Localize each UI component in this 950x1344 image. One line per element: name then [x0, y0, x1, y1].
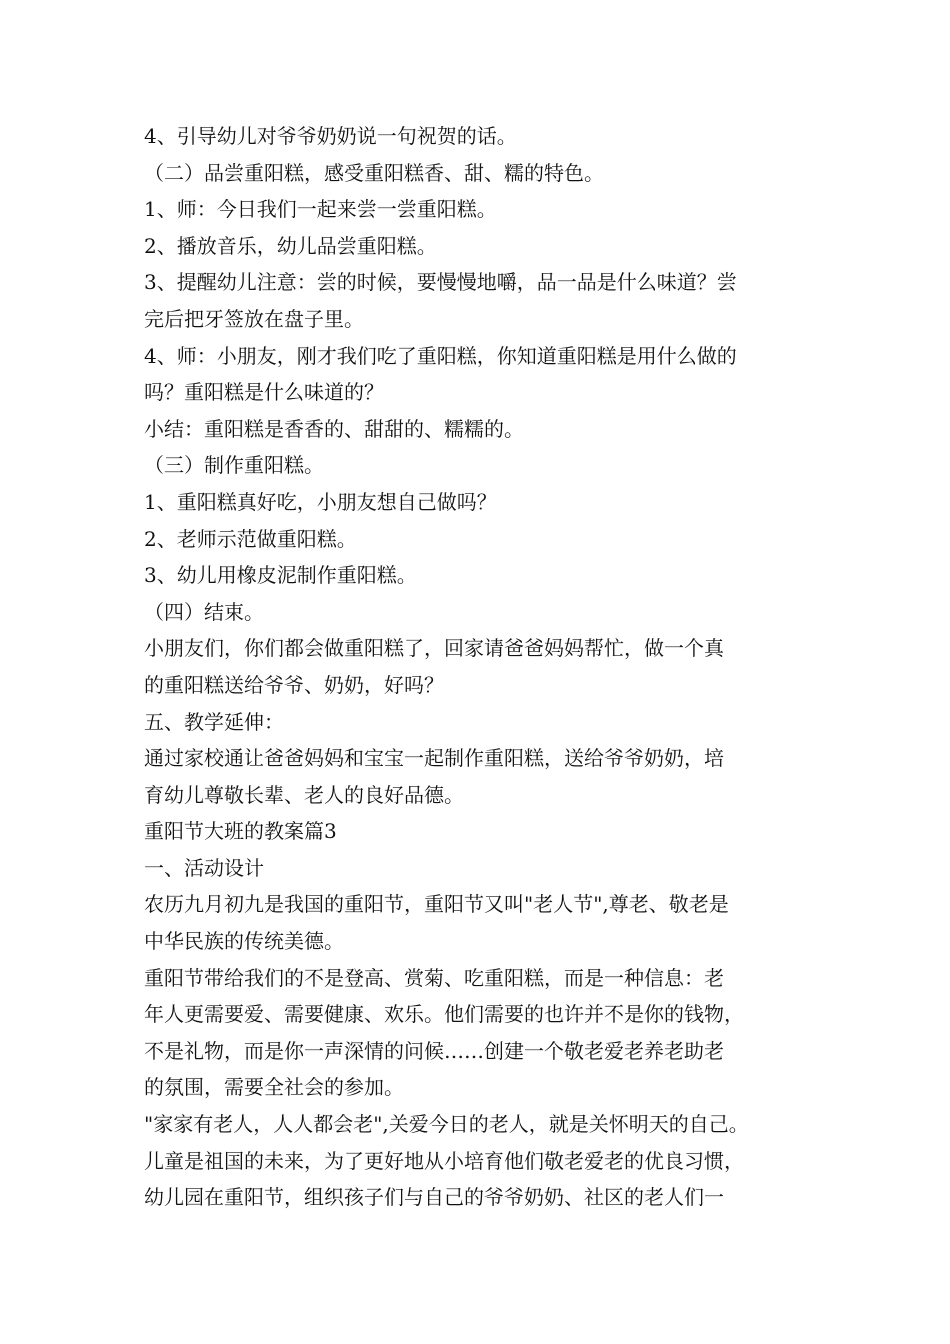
text-line: 小结：重阳糕是香香的、甜甜的、糯糯的。	[144, 416, 524, 441]
text-line: 育幼儿尊敬长辈、老人的良好品德。	[144, 782, 464, 807]
text-line: 的重阳糕送给爷爷、奶奶，好吗？	[144, 672, 444, 697]
text-line: 小朋友们，你们都会做重阳糕了，回家请爸爸妈妈帮忙，做一个真	[144, 636, 724, 661]
text-line: 1、重阳糕真好吃，小朋友想自己做吗？	[144, 489, 497, 514]
text-line: 2、播放音乐，幼儿品尝重阳糕。	[144, 233, 437, 258]
text-line: "家家有老人，人人都会老",关爱今日的老人，就是关怀明天的自己。	[144, 1112, 749, 1137]
section-heading: 一、活动设计	[144, 855, 264, 880]
text-line: 年人更需要爱、需要健康、欢乐。他们需要的也许并不是你的钱物，	[144, 1002, 744, 1027]
text-line: 3、幼儿用橡皮泥制作重阳糕。	[144, 563, 417, 588]
text-line: 不是礼物，而是你一声深情的问候……创建一个敬老爱老养老助老	[144, 1038, 724, 1063]
text-line: 儿童是祖国的未来，为了更好地从小培育他们敬老爱老的优良习惯，	[144, 1148, 744, 1173]
text-line: 通过家校通让爸爸妈妈和宝宝一起制作重阳糕，送给爷爷奶奶，培	[144, 746, 724, 771]
section-heading: （二）品尝重阳糕，感受重阳糕香、甜、糯的特色。	[144, 160, 604, 185]
text-line: 3、提醒幼儿注意：尝的时候，要慢慢地嚼，品一品是什么味道？尝	[144, 270, 737, 295]
text-line: 重阳节带给我们的不是登高、赏菊、吃重阳糕，而是一种信息：老	[144, 965, 724, 990]
text-line: 吗？重阳糕是什么味道的？	[144, 380, 384, 405]
document-body	[144, 118, 814, 1216]
text-line: 的氛围，需要全社会的参加。	[144, 1075, 404, 1100]
text-line: 农历九月初九是我国的重阳节，重阳节又叫"老人节",尊老、敬老是	[144, 892, 729, 917]
section-heading: 五、教学延伸：	[144, 709, 284, 734]
text-line: 中华民族的传统美德。	[144, 929, 344, 954]
document-title: 重阳节大班的教案篇3	[144, 819, 337, 844]
section-heading: （四）结束。	[144, 599, 264, 624]
text-line: 4、师：小朋友，刚才我们吃了重阳糕，你知道重阳糕是用什么做的	[144, 343, 737, 368]
text-line: 4、引导幼儿对爷爷奶奶说一句祝贺的话。	[144, 124, 517, 148]
text-line: 幼儿园在重阳节，组织孩子们与自己的爷爷奶奶、社区的老人们一	[144, 1185, 724, 1210]
text-line: 完后把牙签放在盘子里。	[144, 306, 364, 331]
text-line: 1、师：今日我们一起来尝一尝重阳糕。	[144, 197, 497, 222]
text-line: 2、老师示范做重阳糕。	[144, 526, 357, 551]
section-heading: （三）制作重阳糕。	[144, 453, 324, 478]
